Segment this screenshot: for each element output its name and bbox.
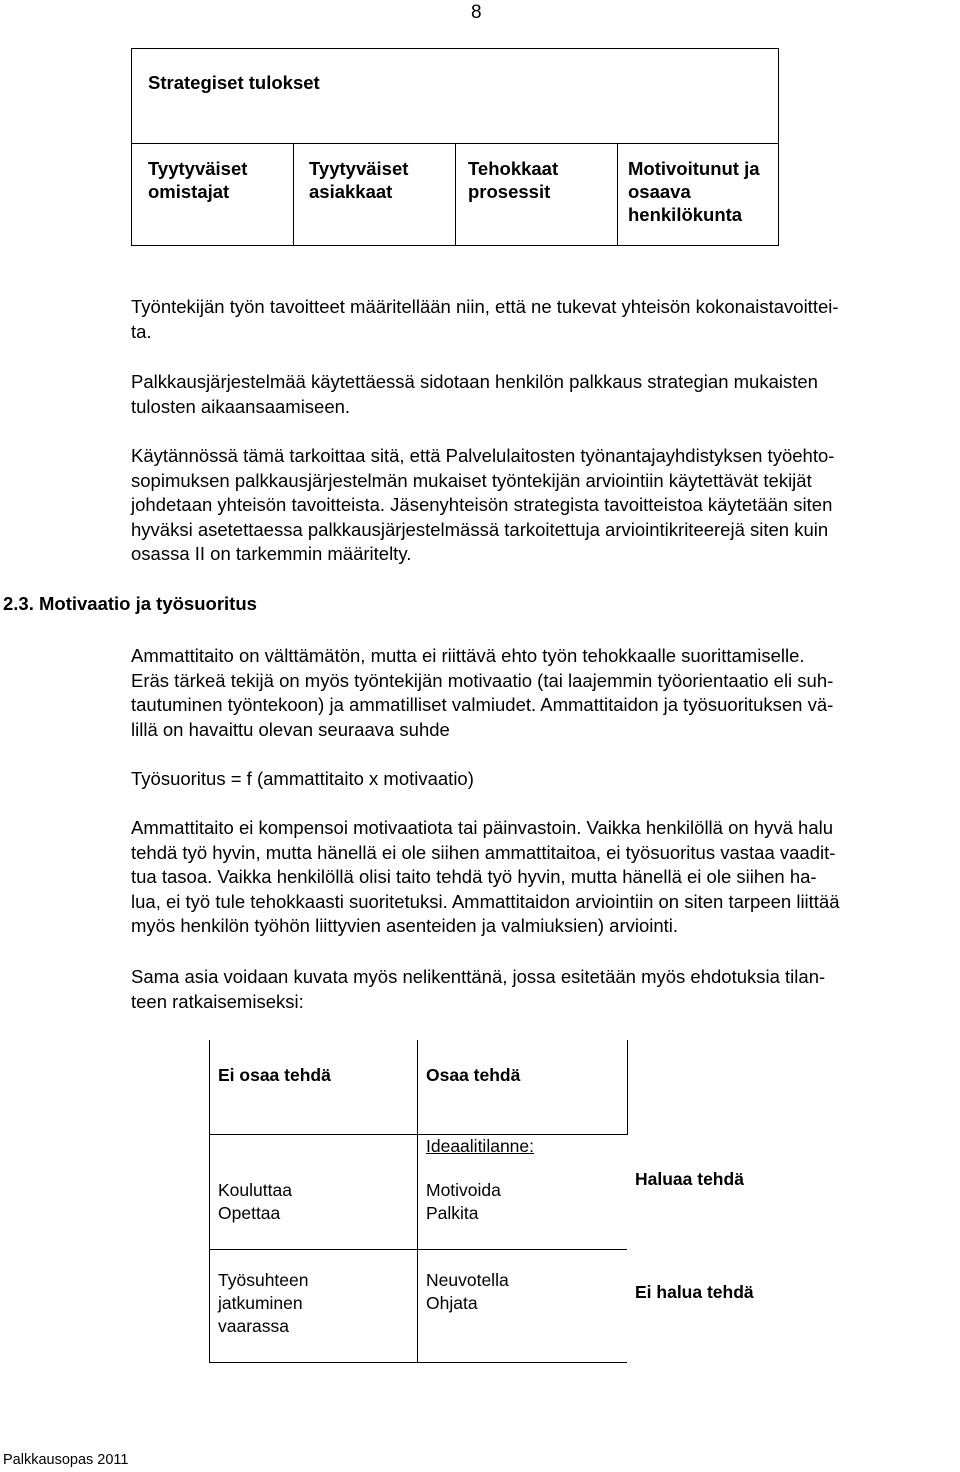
paragraph-competence: Ammattitaito on välttämätön, mutta ei riittävä ehto työn tehokkaalle suorittamiselle. Eräs tärkeä tekijä on myös työntekijän motivaatio (tai laajemmin työorientaatio eli suh- tautuminen työntekoon) ja ammatilliset valmiudet. Ammattitaidon ja työsuorituksen vä- lillä on havaittu olevan seuraava suhde [131, 645, 834, 740]
quadrant-row-wants: Haluaa tehdä [635, 1169, 744, 1189]
quadrant-divider-middle [209, 1249, 627, 1250]
quadrant-border-bottom [209, 1362, 627, 1363]
quadrant-ideal-label: Ideaalitilanne: [426, 1136, 534, 1156]
quadrant-header-can: Osaa tehdä [426, 1065, 521, 1085]
quadrant-border-right-top [627, 1040, 628, 1135]
footer: Palkkausopas 2011 [3, 1452, 129, 1468]
strategy-column-divider [617, 143, 618, 246]
section-heading: 2.3. Motivaatio ja työsuoritus [3, 593, 257, 614]
strategy-column-divider [293, 143, 294, 246]
strategy-customers: Tyytyväiset asiakkaat [309, 158, 409, 202]
strategy-column-divider [455, 143, 456, 246]
paragraph-practice: Käytännössä tämä tarkoittaa sitä, että Palvelulaitosten työnantajayhdistyksen työehto- sopimuksen palkkausjärjestelmän mukaiset työntekijän arviointiin käytettävät tekijät johdetaan yhteisön tavoitteista. Jäsenyhteisön strategista tavoitteistoa käytetään siten hyväksi asetettaessa palkkausjärjestelmässä tarkoitettuja arviointikriteerejä siten kuin osassa II on tarkemmin määritelty. [131, 445, 835, 564]
paragraph-pay-system: Palkkausjärjestelmää käytettäessä sidotaan henkilön palkkaus strategian mukaisten tulosten aikaansaamiseen. [131, 371, 818, 417]
quadrant-border-middle [417, 1040, 418, 1362]
quadrant-header-cannot: Ei osaa tehdä [218, 1065, 331, 1085]
strategy-title: Strategiset tulokset [148, 72, 320, 93]
quadrant-border-left [209, 1040, 210, 1362]
paragraph-compensation: Ammattitaito ei kompensoi motivaatiota tai päinvastoin. Vaikka henkilöllä on hyvä halu tehdä työ hyvin, mutta hänellä ei ole siihen ammattitaitoa, ei työsuoritus vastaa vaadit- tua tasoa. Vaikka henkilöllä olisi taito tehdä työ hyvin, mutta hänellä ei ole siihen ha- lua, ei työ tule tehokkaasti suoritetuksi. Ammattitaidon arviointiin on siten tarpeen liittää myös henkilön työhön liittyvien asenteiden ja valmiuksien) arviointi. [131, 817, 840, 936]
page-number: 8 [471, 2, 482, 23]
formula: Työsuoritus = f (ammattitaito x motivaatio) [131, 768, 474, 789]
strategy-processes: Tehokkaat prosessit [468, 158, 559, 202]
quadrant-r1c1: Kouluttaa Opettaa [218, 1180, 292, 1223]
quadrant-r2c2: Neuvotella Ohjata [426, 1270, 509, 1313]
strategy-personnel: Motivoitunut ja osaava henkilökunta [628, 158, 760, 225]
quadrant-row-not-wants: Ei halua tehdä [635, 1282, 754, 1302]
quadrant-divider-header [209, 1134, 627, 1135]
paragraph-goals: Työntekijän työn tavoitteet määritellään niin, että ne tukevat yhteisön kokonaistavoittei- ta. [131, 296, 839, 342]
paragraph-quadrant-intro: Sama asia voidaan kuvata myös nelikenttänä, jossa esitetään myös ehdotuksia tilan- teen ratkaisemiseksi: [131, 966, 826, 1012]
quadrant-r1c2: Motivoida Palkita [426, 1180, 501, 1223]
strategy-owners: Tyytyväiset omistajat [148, 158, 248, 202]
quadrant-r2c1: Työsuhteen jatkuminen vaarassa [218, 1270, 309, 1336]
